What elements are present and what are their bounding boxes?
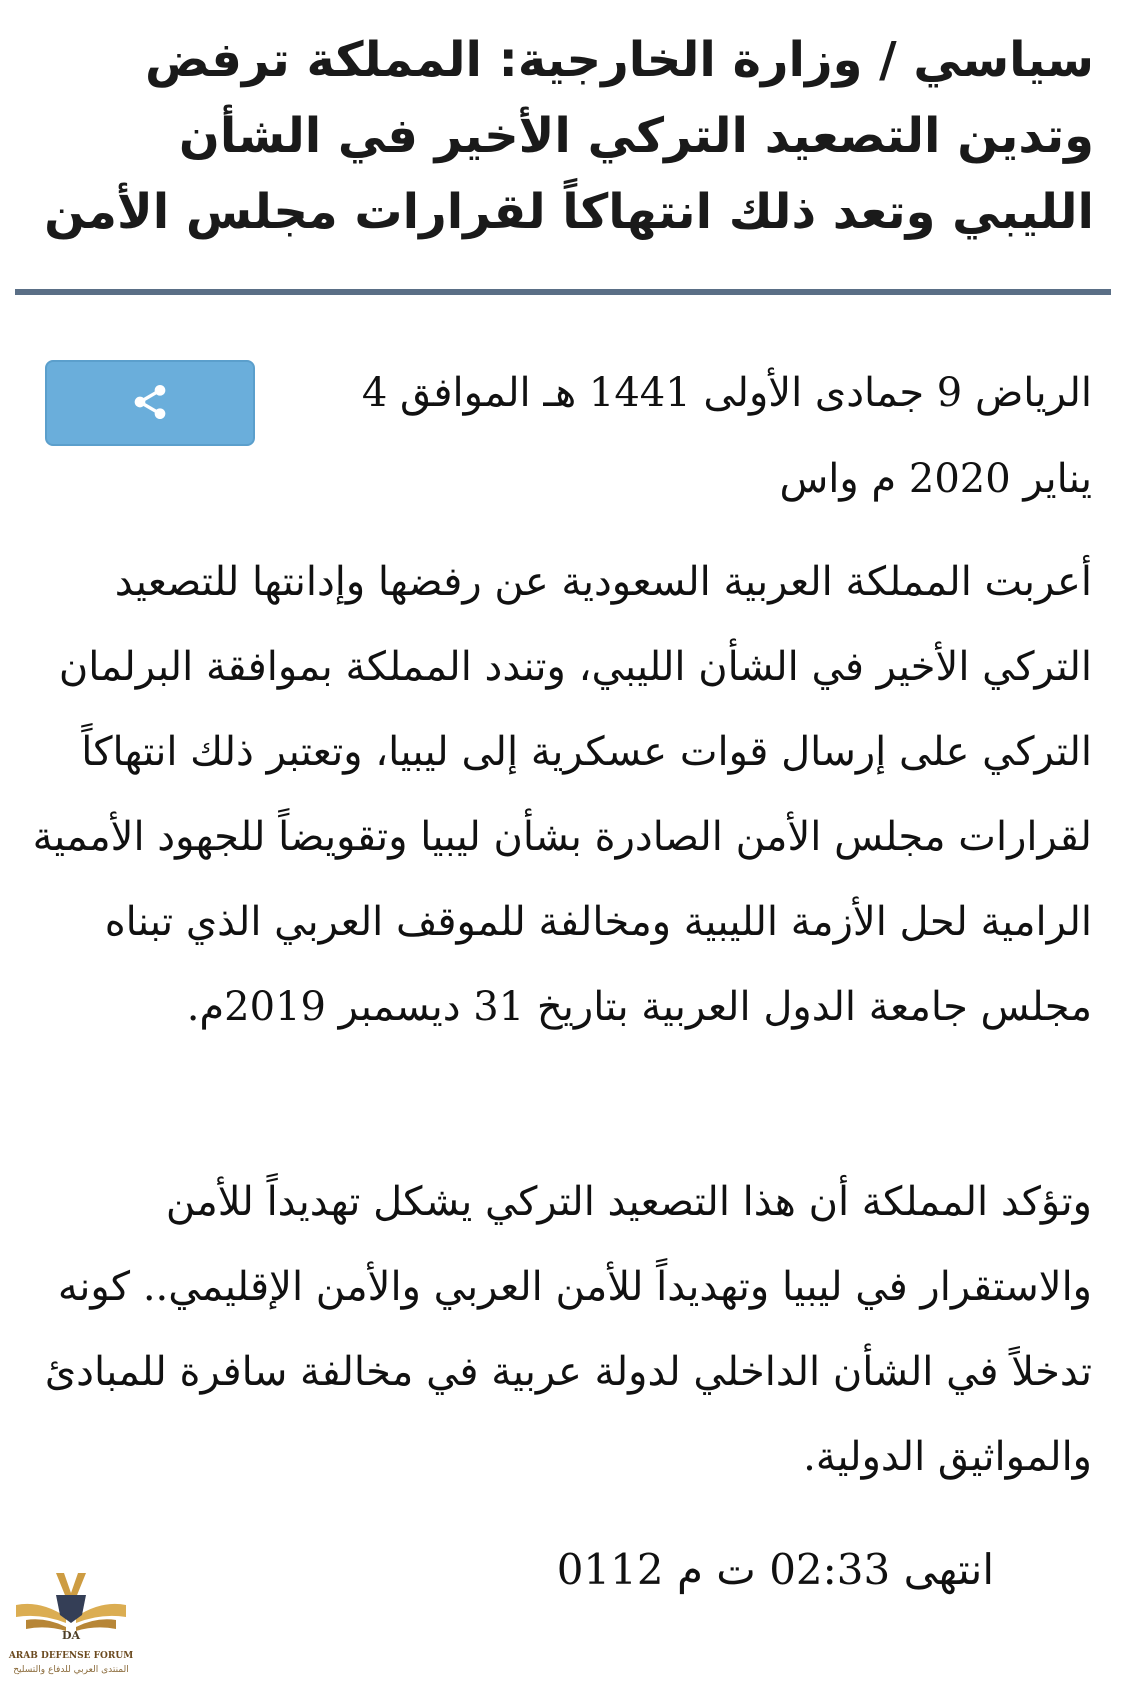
watermark-name-ar: المنتدى العربي للدفاع والتسليح [13, 1665, 129, 1675]
share-button[interactable] [45, 360, 255, 446]
article-paragraph-1: أعربت المملكة العربية السعودية عن رفضها وإدانتها للتصعيد التركي الأخير في الشأن الليبي، وتندد المملكة بموافقة البرلمان التركي على إرسال قوات عسكرية إلى ليبيا، وتعتبر ذلك انتهاكاً لقرارات مجلس الأمن الصادرة بشأن ليبيا وتقويضاً للجهود الأممية الرامية لحل الأزمة الليبية ومخالفة للموقف العربي الذي تبناه مجلس جامعة الدول العربية بتاريخ 31 ديسمبر 2019م. [32, 559, 1092, 1030]
article-closing: انتهى 02:33 ت م 0112 [556, 1545, 994, 1594]
watermark-name-en: ARAB DEFENSE FORUM [8, 1651, 134, 1661]
article-headline: سياسي / وزارة الخارجية: المملكة ترفض وتدين التصعيد التركي الأخير في الشأن الليبي وتعد ذلك انتهاكاً لقرارات مجلس الأمن [44, 32, 1094, 240]
article-paragraph-2: وتؤكد المملكة أن هذا التصعيد التركي يشكل تهديداً للأمن والاستقرار في ليبيا وتهديداً للأمن العربي والأمن الإقليمي.. كونه تدخلاً في الشأن الداخلي لدولة عربية في مخالفة سافرة للمبادئ والمواثيق الدولية. [44, 1179, 1092, 1480]
header-divider [15, 289, 1111, 295]
article-dateline: الرياض 9 جمادى الأولى 1441 هـ الموافق 4 يناير 2020 م واس [361, 370, 1092, 502]
share-icon [130, 382, 170, 425]
svg-text:DA: DA [61, 1629, 81, 1642]
